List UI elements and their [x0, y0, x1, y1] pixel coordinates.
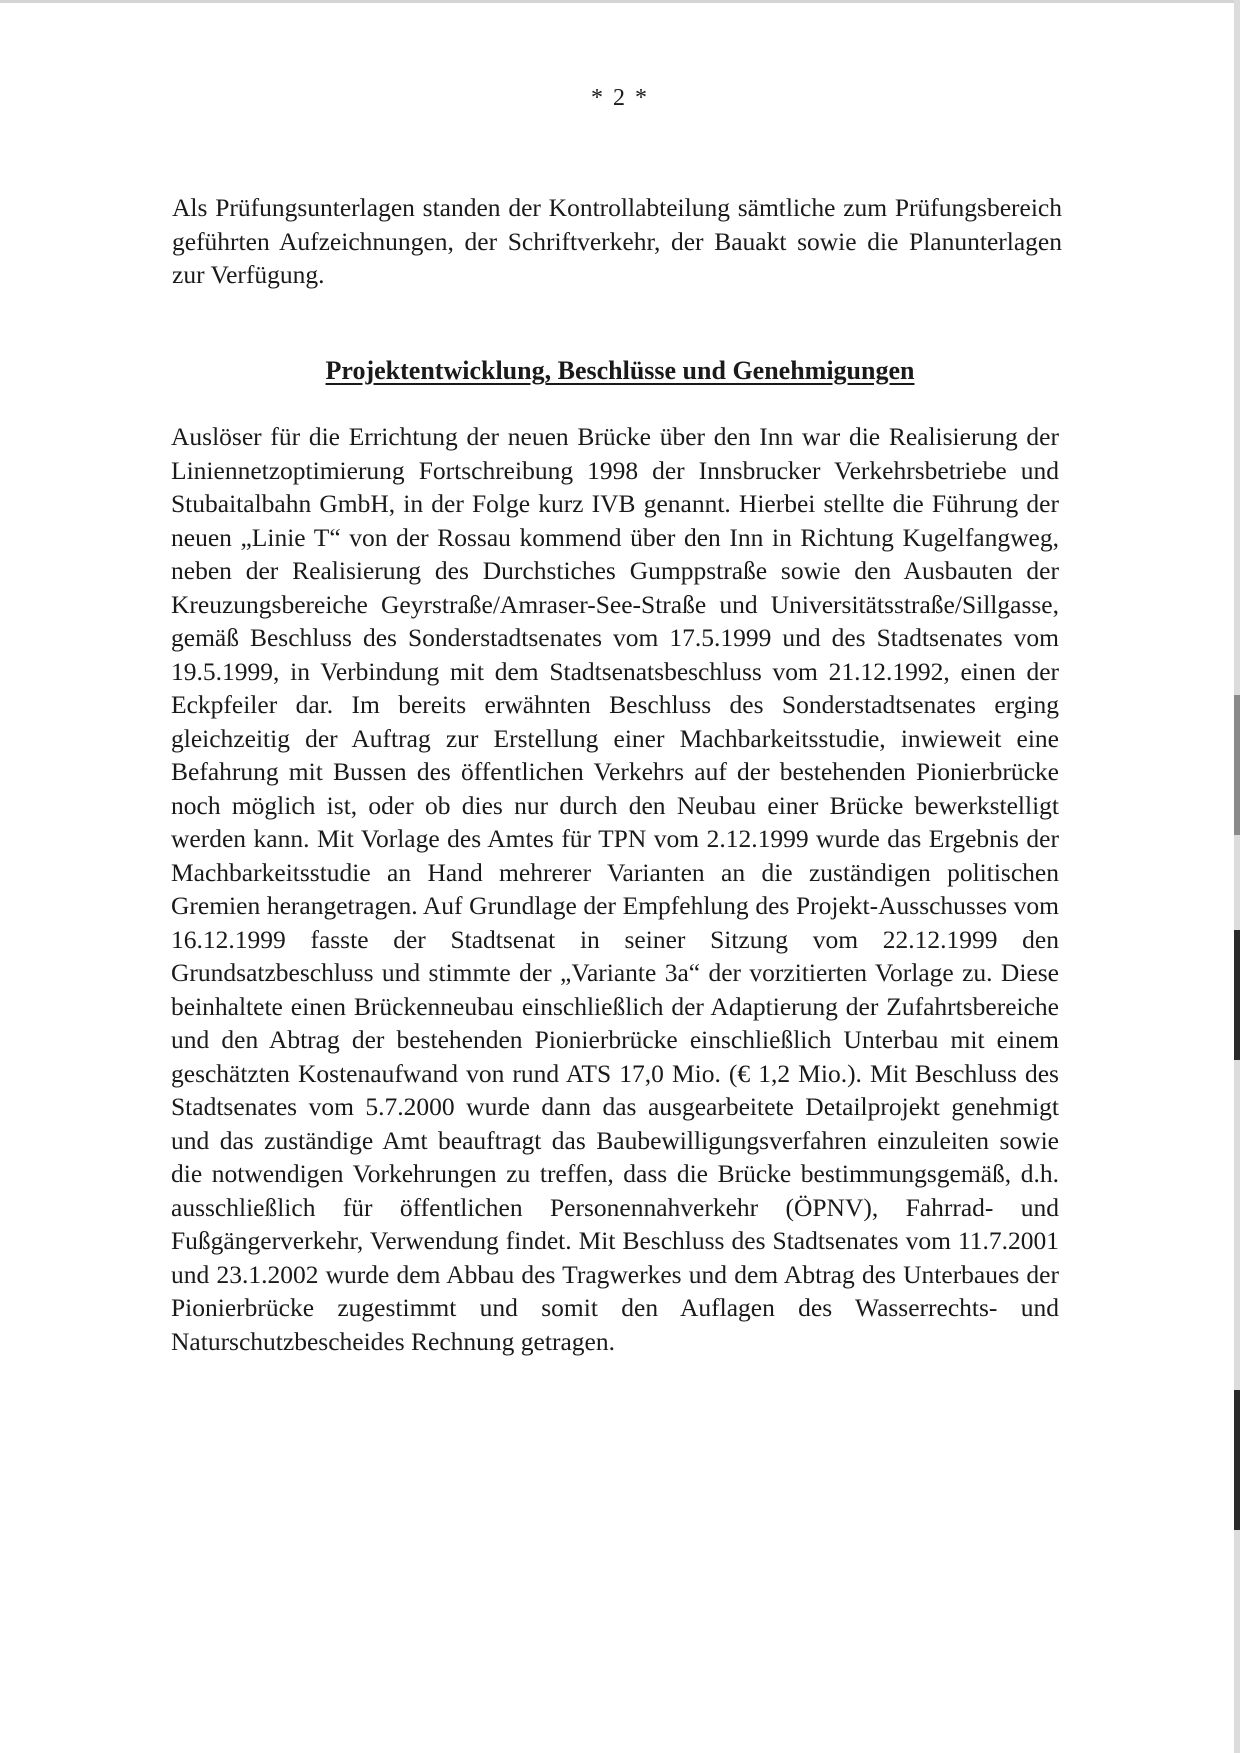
- scan-mark: [1234, 1390, 1240, 1530]
- section-body-text: Auslöser für die Errichtung der neuen Brücke über den Inn war die Realisierung der Liniennetzoptimierung Fortschreibung 1998 der Innsbrucker Verkehrsbetriebe und Stubaitalbahn GmbH, in der Folge kurz IVB genannt. Hierbei stellte die Führung der neuen „Linie T“ von der Rossau kommend über den Inn in Richtung Kugelfangweg, neben der Realisierung des Durchstiches Gumppstraße sowie den Ausbauten der Kreuzungsbereiche Geyrstraße/Amraser-See-Straße und Universitätsstraße/Sillgasse, gemäß Beschluss des Sonderstadtsenates vom 17.5.1999 und des Stadtsenates vom 19.5.1999, in Verbindung mit dem Stadtsenatsbeschluss vom 21.12.1992, einen der Eckpfeiler dar. Im bereits erwähnten Beschluss des Sonderstadtsenates erging gleichzeitig der Auftrag zur Erstellung einer Machbarkeitsstudie, inwieweit eine Befahrung mit Bussen des öffentlichen Verkehrs auf der bestehenden Pionierbrücke noch möglich ist, oder ob dies nur durch den Neubau einer Brücke bewerkstelligt werden kann. Mit Vorlage des Amtes für TPN vom 2.12.1999 wurde das Ergebnis der Machbarkeitsstudie an Hand mehrerer Varianten an die zuständigen politischen Gremien herangetragen. Auf Grundlage der Empfehlung des Projekt-Ausschusses vom 16.12.1999 fasste der Stadtsenat in seiner Sitzung vom 22.12.1999 den Grundsatzbeschluss und stimmte der „Variante 3a“ der vorzitierten Vorlage zu. Diese beinhaltete einen Brückenneubau einschließlich der Adaptierung der Zufahrtsbereiche und den Abtrag der bestehenden Pionierbrücke einschließlich Unterbau mit einem geschätzten Kostenaufwand von rund ATS 17,0 Mio. (€ 1,2 Mio.). Mit Beschluss des Stadtsenates vom 5.7.2000 wurde dann das ausgearbeitete Detailprojekt genehmigt und das zuständige Amt beauftragt das Baubewilligungsverfahren einzuleiten sowie die notwendigen Vorkehrungen zu treffen, dass die Brücke bestimmungsgemäß, d.h. ausschließlich für öffentlichen Personennahverkehr (ÖPNV), Fahrrad- und Fußgängerverkehr, Verwendung findet. Mit Beschluss des Stadtsenates vom 11.7.2001 und 23.1.2002 wurde dem Abbau des Tragwerkes und dem Abtrag des Unterbaues der Pionierbrücke zugestimmt und somit den Auflagen des Wasserrechts- und Naturschutzbescheides Rechnung getragen.: [171, 422, 1059, 1356]
- intro-text: Als Prüfungsunterlagen standen der Kontrollabteilung sämtliche zum Prüfungsbereich geführten Aufzeichnungen, der Schriftverkehr, der Bauakt sowie die Planunterlagen zur Verfügung.: [172, 193, 1062, 289]
- section-body: [171, 420, 1059, 1358]
- scan-edge-top: [0, 0, 1240, 3]
- intro-paragraph: [172, 191, 1062, 292]
- section-heading: Projektentwicklung, Beschlüsse und Genehmigungen: [325, 356, 915, 385]
- scan-mark: [1234, 695, 1240, 835]
- scan-mark: [1234, 930, 1240, 1060]
- page-number: * 2 *: [591, 85, 649, 111]
